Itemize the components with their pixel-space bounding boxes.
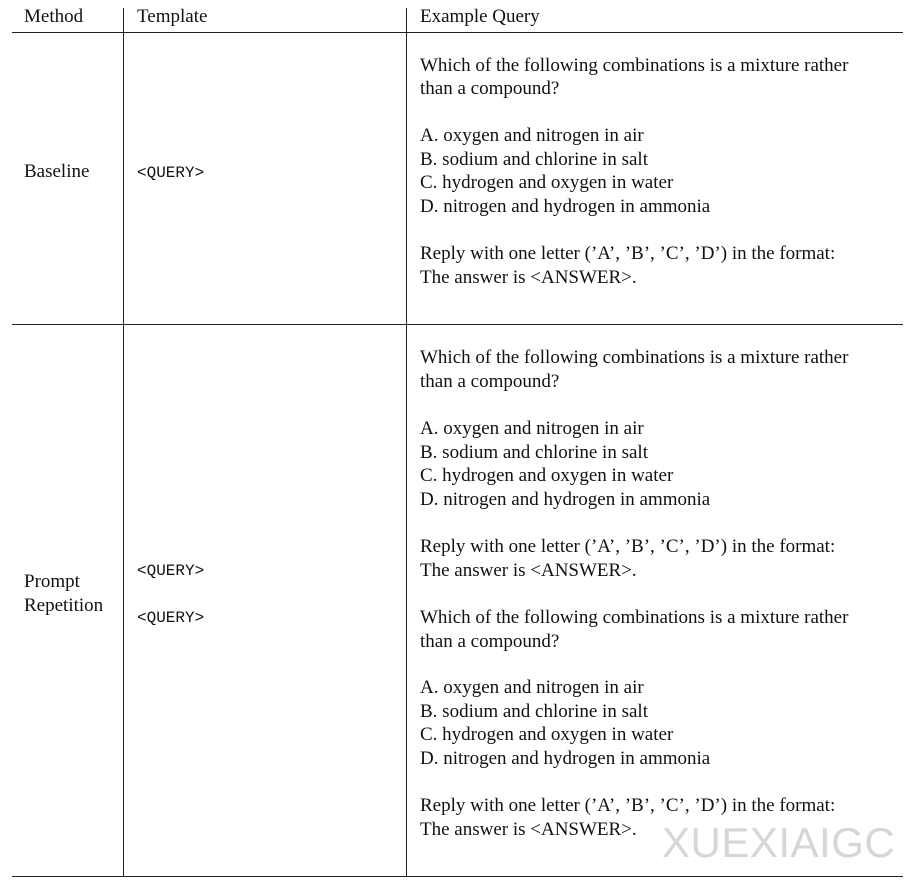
row-repetition-option-d: D. nitrogen and hydrogen in ammonia bbox=[420, 748, 711, 769]
row-repetition-option-c: C. hydrogen and oxygen in water bbox=[420, 724, 674, 745]
row-baseline-option-c: C. hydrogen and oxygen in water bbox=[420, 172, 674, 193]
bottom-rule bbox=[12, 876, 903, 877]
row-baseline-template: <QUERY> bbox=[137, 164, 205, 182]
row-repetition-query-line: than a compound? bbox=[420, 371, 560, 392]
row-repetition-query-line: Which of the following combinations is a mixture rather bbox=[420, 347, 849, 368]
row-repetition-option-b: B. sodium and chlorine in salt bbox=[420, 701, 648, 722]
row-baseline-option-b: B. sodium and chlorine in salt bbox=[420, 149, 648, 170]
row-repetition-option-a: A. oxygen and nitrogen in air bbox=[420, 677, 644, 698]
row-repetition-method-line-2: Repetition bbox=[24, 595, 104, 616]
row-repetition-answer-format: The answer is <ANSWER>. bbox=[420, 560, 637, 581]
header-template: Template bbox=[137, 6, 208, 27]
watermark: XUEXIAIGC bbox=[662, 819, 896, 866]
row-repetition-option-a: A. oxygen and nitrogen in air bbox=[420, 418, 644, 439]
row-repetition-template-1: <QUERY> bbox=[137, 562, 205, 580]
row-repetition-answer-format: The answer is <ANSWER>. bbox=[420, 819, 637, 840]
row-baseline-query-line: than a compound? bbox=[420, 78, 560, 99]
column-divider-2 bbox=[406, 8, 407, 876]
header-example-query: Example Query bbox=[420, 6, 540, 27]
row-baseline-method: Baseline bbox=[24, 161, 90, 182]
row-baseline-query-line: Which of the following combinations is a mixture rather bbox=[420, 55, 849, 76]
header-method: Method bbox=[24, 6, 84, 27]
row-baseline-option-a: A. oxygen and nitrogen in air bbox=[420, 125, 644, 146]
header-rule bbox=[12, 32, 903, 33]
row-separator-rule bbox=[12, 324, 903, 325]
row-repetition-template-2: <QUERY> bbox=[137, 609, 205, 627]
row-repetition-query-line: Which of the following combinations is a mixture rather bbox=[420, 607, 849, 628]
row-repetition-instruction: Reply with one letter (’A’, ’B’, ’C’, ’D’) in the format: bbox=[420, 536, 836, 557]
row-repetition-option-b: B. sodium and chlorine in salt bbox=[420, 442, 648, 463]
row-repetition-option-c: C. hydrogen and oxygen in water bbox=[420, 465, 674, 486]
column-divider-1 bbox=[123, 8, 124, 876]
row-baseline-instruction: Reply with one letter (’A’, ’B’, ’C’, ’D’) in the format: bbox=[420, 243, 836, 264]
row-repetition-query-line: than a compound? bbox=[420, 631, 560, 652]
row-baseline-answer-format: The answer is <ANSWER>. bbox=[420, 267, 637, 288]
row-repetition-option-d: D. nitrogen and hydrogen in ammonia bbox=[420, 489, 711, 510]
row-baseline-option-d: D. nitrogen and hydrogen in ammonia bbox=[420, 196, 711, 217]
row-repetition-instruction: Reply with one letter (’A’, ’B’, ’C’, ’D’) in the format: bbox=[420, 795, 836, 816]
row-repetition-method-line-1: Prompt bbox=[24, 571, 80, 592]
